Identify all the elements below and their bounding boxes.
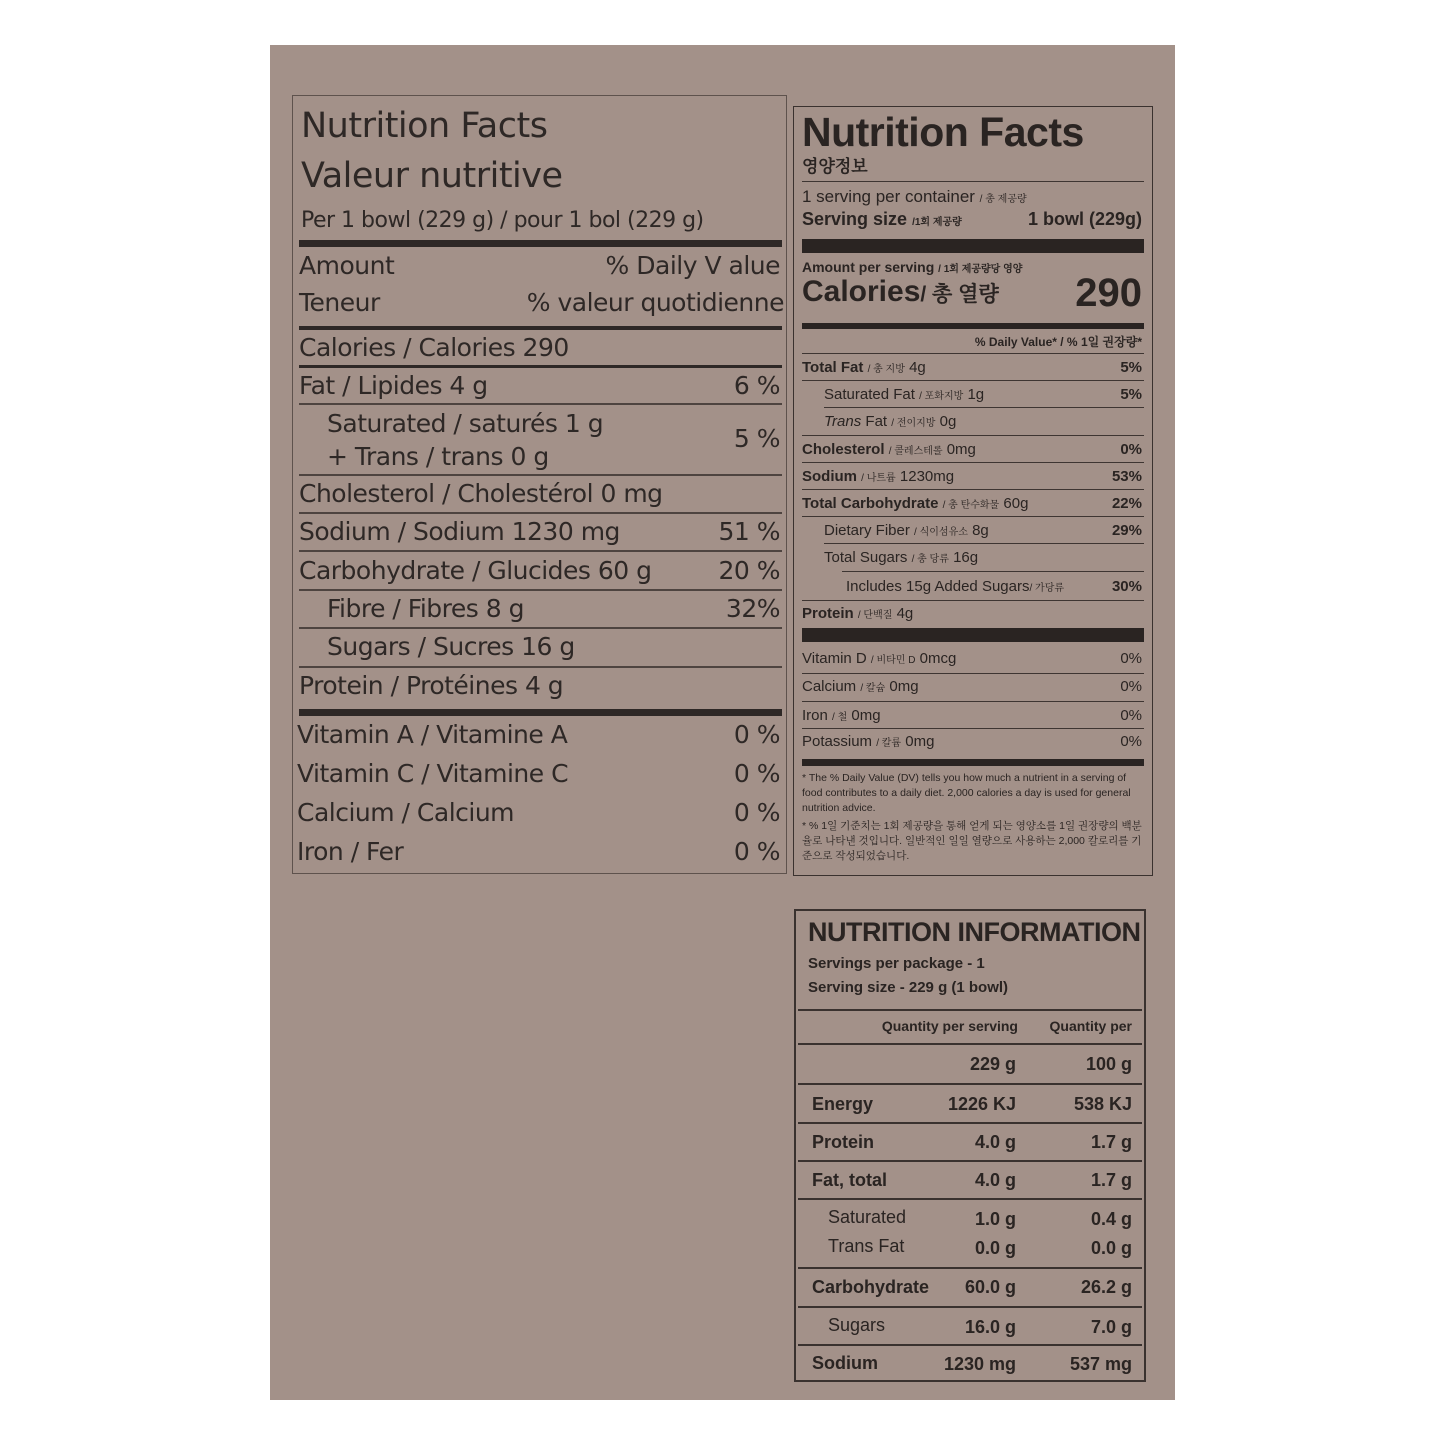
sodium-row: Sodium / 나트륨 1230mg 53%	[802, 468, 1142, 485]
footnote-en: * The % Daily Value (DV) tells you how much a nutrient in a serving of food contributes to a daily diet. 2,000 calories a day is used for general nutrition advice.	[802, 772, 1131, 814]
servings-per-container: 1 serving per container / 총 제공량	[802, 187, 1027, 206]
serving-size: Serving size - 229 g (1 bowl)	[808, 979, 1009, 996]
title-korean: 영양정보	[802, 157, 868, 176]
servings-per-package: Servings per package - 1	[808, 955, 985, 972]
teneur-row: Teneur % valeur quotidienne	[299, 288, 784, 317]
thick-divider	[299, 240, 782, 247]
thick-divider	[802, 759, 1144, 766]
serving-size: Per 1 bowl (229 g) / pour 1 bol (229 g)	[301, 208, 704, 233]
protein-row: Protein 4.0 g 1.7 g	[798, 1122, 1142, 1162]
cholesterol-row: Cholesterol / 콜레스테롤 0mg 0%	[802, 441, 1142, 458]
carbohydrate-row: Carbohydrate 60.0 g 26.2 g	[798, 1267, 1142, 1307]
title: Nutrition Facts	[802, 109, 1084, 155]
canadian-nutrition-facts-label: Nutrition Facts Valeur nutritive Per 1 bowl (229 g) / pour 1 bol (229 g) Amount % Daily V alue Teneur % valeur quotidienne Calories / Calories 290 Fat / Lipides 4 g 6 % Saturated / saturés 1 g + Trans / trans 0 g 5 % Cholesterol / Cholestérol 0 mg Sodium / Sodium 1230 mg 51 % Carbohydrate / Glucides 60 g 20 % Fibre / Fibres 8 g 32% Sugars / Sucres 16 g Protein / Protéines 4 g Vitamin A / Vitamine A 0 % Vitamin C / Vitamine C 0 % Calcium / Calcium 0 % Iron / Fer 0 %	[292, 95, 787, 874]
trans-fat-row: Trans Fat / 전이지방 0g	[824, 413, 957, 430]
serving-size: Serving size /1회 제공량 1 bowl (229g)	[802, 209, 1142, 229]
calcium-row: Calcium / 칼슘 0mg 0%	[802, 678, 1142, 695]
added-sugars-row: Includes 15g Added Sugars/ 가당류 30%	[846, 578, 1142, 595]
thick-divider	[802, 323, 1144, 329]
column-unit-row: 229 g 100 g	[798, 1043, 1142, 1083]
footnote-ko: * % 1일 기준치는 1회 제공량을 통해 얻게 되는 영양소를 1일 권장량의 백분율로 나타낸 것입니다. 일반적인 일일 열량으로 사용하는 2,000 칼로리를 기준으로 작성되었습니다.	[802, 820, 1142, 862]
title-fr: Valeur nutritive	[301, 156, 563, 196]
australian-nutrition-information-label	[794, 909, 1146, 1382]
total-carbohydrate-row: Total Carbohydrate / 총 탄수화물 60g 22%	[802, 495, 1142, 512]
saturated-fat-row: Saturated Fat / 포화지방 1g 5%	[824, 386, 1142, 403]
saturated-trans-row: Saturated 1.0 g 0.4 g Trans Fat 0.0 g 0.0 g	[798, 1198, 1142, 1268]
calories-row: Calories/ 총 열량 290	[802, 271, 1142, 315]
thick-divider	[299, 709, 782, 716]
column-header-row: Quantity per serving Quantity per	[798, 1009, 1142, 1045]
amount-per-serving: Amount per serving / 1회 제공량당 영양	[802, 259, 1023, 275]
iron-row: Iron / 철 0mg 0%	[802, 707, 1142, 724]
thick-divider	[802, 628, 1144, 642]
title-en: Nutrition Facts	[301, 106, 548, 146]
dietary-fiber-row: Dietary Fiber / 식이섬유소 8g 29%	[824, 522, 1142, 539]
fat-total-row: Fat, total 4.0 g 1.7 g	[798, 1160, 1142, 1200]
us-korean-nutrition-facts-label: Nutrition Facts 영양정보 1 serving per container / 총 제공량 Serving size /1회 제공량 1 bowl (229g) Amount per serving / 1회 제공량당 영양 Calories/ 총 열량 290 % Daily Value* / % 1일 권장량* Total Fat / 총 지방 4g 5% Saturated Fat / 포화지방 1g 5% Trans Fat / 전이지방 0g Cholesterol / 콜레스테롤 0mg 0% Sodium / 나트륨 1230mg 53% Total Carbohydrate / 총 탄수화물 60g 22% Dietary Fiber / 식이섬유소 8g 29% Total Sugars / 총 당류 16g Includes 15g Added Sugars/ 가당류 30% Protein / 단백질 4g Vitamin D / 비타민 D 0mcg 0% Calcium / 칼슘 0mg 0% Iron / 철 0mg 0% Potassium / 칼륨 0mg 0% * The % Daily Value (DV) tells you how much a nutrient in a serving of food contributes to a daily diet. 2,000 calories a day is used for general nutrition advice. * % 1일 기준치는 1회 제공량을 통해 얻게 되는 영양소를 1일 권장량의 백분율로 나타낸 것입니다. 일반적인 일일 열량으로 사용하는 2,000 칼로리를 기준으로 작성되었습니다.	[793, 106, 1153, 876]
sugars-row: Sugars 16.0 g 7.0 g	[798, 1306, 1142, 1346]
total-fat-row: Total Fat / 총 지방 4g 5%	[802, 359, 1142, 376]
vitamin-d-row: Vitamin D / 비타민 D 0mcg 0%	[802, 650, 1142, 667]
protein-row: Protein / 단백질 4g	[802, 605, 914, 622]
sodium-row: Sodium 1230 mg 537 mg	[798, 1344, 1142, 1382]
total-sugars-row: Total Sugars / 총 당류 16g	[824, 549, 979, 566]
title: NUTRITION INFORMATION	[808, 917, 1141, 947]
divider	[299, 365, 782, 368]
potassium-row: Potassium / 칼륨 0mg 0%	[802, 733, 1142, 750]
divider	[299, 326, 782, 330]
amount-row: Amount % Daily V alue	[299, 251, 780, 280]
thick-divider	[802, 239, 1144, 253]
energy-row: Energy 1226 KJ 538 KJ	[798, 1083, 1142, 1123]
